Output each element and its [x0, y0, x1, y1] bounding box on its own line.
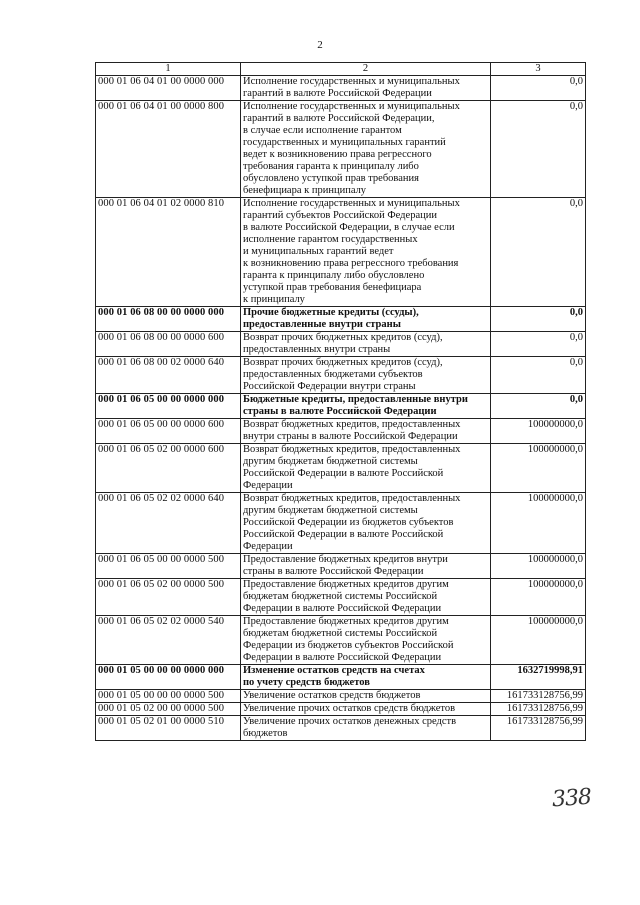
budget-sources-table — [95, 62, 586, 741]
classification-code-cell: 000 01 06 05 00 00 0000 500 — [96, 554, 241, 579]
amount-cell: 100000000,0 — [491, 579, 586, 616]
classification-code-cell: 000 01 06 04 01 00 0000 000 — [96, 76, 241, 101]
source-name-cell: Возврат прочих бюджетных кредитов (ссуд), предоставленных внутри страны — [241, 332, 491, 357]
classification-code-cell: 000 01 06 08 00 00 0000 000 — [96, 307, 241, 332]
source-name-cell: Предоставление бюджетных кредитов другим бюджетам бюджетной системы Российской Федерации из бюджетов субъектов Российской Федерации в валюте Российской Федерации — [241, 616, 491, 665]
source-name-cell: Увеличение прочих остатков средств бюджетов — [241, 703, 491, 716]
table-row — [96, 690, 586, 703]
table-row — [96, 419, 586, 444]
table-row — [96, 716, 586, 741]
classification-code-cell: 000 01 06 05 02 02 0000 640 — [96, 493, 241, 554]
source-name-cell: Возврат бюджетных кредитов, предоставленных другим бюджетам бюджетной системы Российской Федерации из бюджетов субъектов Российской Федерации в валюте Российской Федерации — [241, 493, 491, 554]
classification-code-cell: 000 01 05 00 00 00 0000 000 — [96, 665, 241, 690]
amount-cell: 0,0 — [491, 198, 586, 307]
amount-cell: 161733128756,99 — [491, 703, 586, 716]
source-name-cell: Исполнение государственных и муниципальных гарантий в валюте Российской Федерации, в случае если исполнение гарантом государственных и муниципальных гарантий ведет к возникновению права регрессного требования гаранта к принципалу либо обусловлено уступкой прав требования бенефициара к принципалу — [241, 101, 491, 198]
amount-cell: 100000000,0 — [491, 616, 586, 665]
column-number-header-row — [96, 63, 586, 76]
table-row — [96, 554, 586, 579]
classification-code-cell: 000 01 06 05 02 00 0000 500 — [96, 579, 241, 616]
classification-code-cell: 000 01 06 05 00 00 0000 000 — [96, 394, 241, 419]
column-number-2: 2 — [241, 63, 491, 76]
classification-code-cell: 000 01 05 00 00 00 0000 500 — [96, 690, 241, 703]
source-name-cell: Предоставление бюджетных кредитов внутри страны в валюте Российской Федерации — [241, 554, 491, 579]
table-row — [96, 579, 586, 616]
classification-code-cell: 000 01 06 05 02 00 0000 600 — [96, 444, 241, 493]
amount-cell: 100000000,0 — [491, 419, 586, 444]
amount-cell: 0,0 — [491, 357, 586, 394]
source-name-cell: Бюджетные кредиты, предоставленные внутри страны в валюте Российской Федерации — [241, 394, 491, 419]
source-name-cell: Изменение остатков средств на счетах по учету средств бюджетов — [241, 665, 491, 690]
source-name-cell: Увеличение прочих остатков денежных средств бюджетов — [241, 716, 491, 741]
classification-code-cell: 000 01 06 08 00 02 0000 640 — [96, 357, 241, 394]
source-name-cell: Исполнение государственных и муниципальных гарантий субъектов Российской Федерации в валюте Российской Федерации, в случае если исполнение гарантом государственных и муниципальных гарантий ведет к возникновению права регрессного требования гаранта к принципалу либо обусловлено уступкой прав требования бенефициара к принципалу — [241, 198, 491, 307]
classification-code-cell: 000 01 06 05 02 02 0000 540 — [96, 616, 241, 665]
amount-cell: 0,0 — [491, 76, 586, 101]
classification-code-cell: 000 01 06 05 00 00 0000 600 — [96, 419, 241, 444]
amount-cell: 0,0 — [491, 307, 586, 332]
table-row — [96, 198, 586, 307]
classification-code-cell: 000 01 06 08 00 00 0000 600 — [96, 332, 241, 357]
classification-code-cell: 000 01 06 04 01 02 0000 810 — [96, 198, 241, 307]
table-row — [96, 357, 586, 394]
table-row — [96, 703, 586, 716]
table-row — [96, 616, 586, 665]
amount-cell: 100000000,0 — [491, 493, 586, 554]
page-number: 2 — [317, 39, 323, 51]
table-row — [96, 493, 586, 554]
column-number-3: 3 — [491, 63, 586, 76]
amount-cell: 0,0 — [491, 101, 586, 198]
source-name-cell: Возврат бюджетных кредитов, предоставленных другим бюджетам бюджетной системы Российской Федерации в валюте Российской Федерации — [241, 444, 491, 493]
amount-cell: 0,0 — [491, 394, 586, 419]
amount-cell: 100000000,0 — [491, 554, 586, 579]
table-row — [96, 665, 586, 690]
column-number-1: 1 — [96, 63, 241, 76]
amount-cell: 161733128756,99 — [491, 690, 586, 703]
classification-code-cell: 000 01 05 02 00 00 0000 500 — [96, 703, 241, 716]
amount-cell: 0,0 — [491, 332, 586, 357]
source-name-cell: Исполнение государственных и муниципальных гарантий в валюте Российской Федерации — [241, 76, 491, 101]
table-row — [96, 444, 586, 493]
source-name-cell: Возврат бюджетных кредитов, предоставленных внутри страны в валюте Российской Федерации — [241, 419, 491, 444]
source-name-cell: Предоставление бюджетных кредитов другим бюджетам бюджетной системы Российской Федерации в валюте Российской Федерации — [241, 579, 491, 616]
table-row — [96, 394, 586, 419]
table-row — [96, 307, 586, 332]
amount-cell: 1632719998,91 — [491, 665, 586, 690]
classification-code-cell: 000 01 05 02 01 00 0000 510 — [96, 716, 241, 741]
classification-code-cell: 000 01 06 04 01 00 0000 800 — [96, 101, 241, 198]
source-name-cell: Увеличение остатков средств бюджетов — [241, 690, 491, 703]
table-row — [96, 76, 586, 101]
table-row — [96, 332, 586, 357]
source-name-cell: Прочие бюджетные кредиты (ссуды), предоставленные внутри страны — [241, 307, 491, 332]
source-name-cell: Возврат прочих бюджетных кредитов (ссуд), предоставленных бюджетами субъектов Российской Федерации внутри страны — [241, 357, 491, 394]
table-row — [96, 101, 586, 198]
amount-cell: 161733128756,99 — [491, 716, 586, 741]
handwritten-page-mark: 338 — [551, 784, 592, 813]
amount-cell: 100000000,0 — [491, 444, 586, 493]
